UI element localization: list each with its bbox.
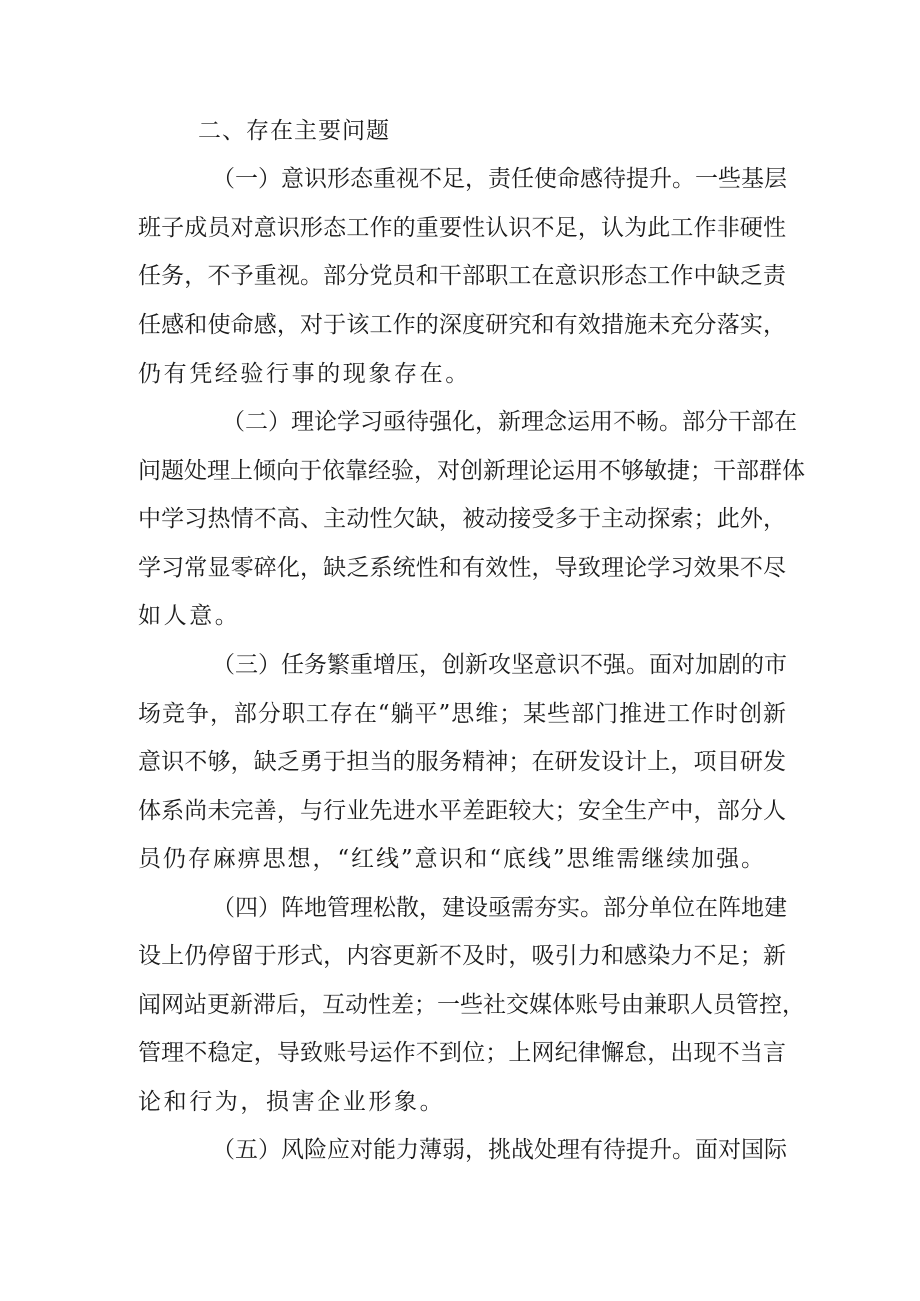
paragraph-2-line-3: 中学习热情不高、主动性欠缺，被动接受多于主动探索；此外， bbox=[138, 506, 786, 532]
paragraph-1-line-5: 仍有凭经验行事的现象存在。 bbox=[138, 361, 471, 387]
paragraph-4-line-5: 论和行为，损害企业形象。 bbox=[138, 1089, 446, 1115]
paragraph-2-line-2: 问题处理上倾向于依靠经验，对创新理论运用不够敏捷；干部群体 bbox=[138, 458, 805, 484]
paragraph-5-line-1: （五）风险应对能力薄弱，挑战处理有待提升。面对国际 bbox=[212, 1137, 787, 1163]
paragraph-3-line-3: 意识不够，缺乏勇于担当的服务精神；在研发设计上，项目研发 bbox=[138, 749, 786, 775]
paragraph-4-line-3: 闻网站更新滞后，互动性差；一些社交媒体账号由兼职人员管控， bbox=[138, 992, 805, 1018]
paragraph-1-line-1: （一）意识形态重视不足，责任使命感待提升。一些基层 bbox=[212, 166, 787, 192]
paragraph-1-line-4: 任感和使命感，对于该工作的深度研究和有效措施未充分落实， bbox=[138, 312, 786, 338]
section-heading: 二、存在主要问题 bbox=[198, 118, 390, 144]
paragraph-2-line-1: （二）理论学习亟待强化，新理念运用不畅。部分干部在 bbox=[222, 409, 797, 435]
paragraph-1-line-3: 任务，不予重视。部分党员和干部职工在意识形态工作中缺乏责 bbox=[138, 263, 786, 289]
paragraph-3-line-1: （三）任务繁重增压，创新攻坚意识不强。面对加剧的市 bbox=[212, 652, 787, 678]
paragraph-2-line-5: 如人意。 bbox=[138, 603, 241, 629]
paragraph-4-line-2: 设上仍停留于形式，内容更新不及时，吸引力和感染力不足；新 bbox=[138, 943, 786, 969]
paragraph-3-line-2: 场竞争，部分职工存在“躺平”思维；某些部门推进工作时创新 bbox=[138, 701, 786, 727]
paragraph-2-line-4: 学习常显零碎化，缺乏系统性和有效性，导致理论学习效果不尽 bbox=[138, 555, 786, 581]
paragraph-3-line-4: 体系尚未完善，与行业先进水平差距较大；安全生产中，部分人 bbox=[138, 798, 786, 824]
paragraph-4-line-4: 管理不稳定，导致账号运作不到位；上网纪律懈怠，出现不当言 bbox=[138, 1040, 786, 1066]
paragraph-1-line-2: 班子成员对意识形态工作的重要性认识不足，认为此工作非硬性 bbox=[138, 215, 786, 241]
paragraph-4-line-1: （四）阵地管理松散，建设亟需夯实。部分单位在阵地建 bbox=[212, 895, 787, 921]
paragraph-3-line-5: 员仍存麻痹思想，“红线”意识和“底线”思维需继续加强。 bbox=[138, 846, 764, 872]
